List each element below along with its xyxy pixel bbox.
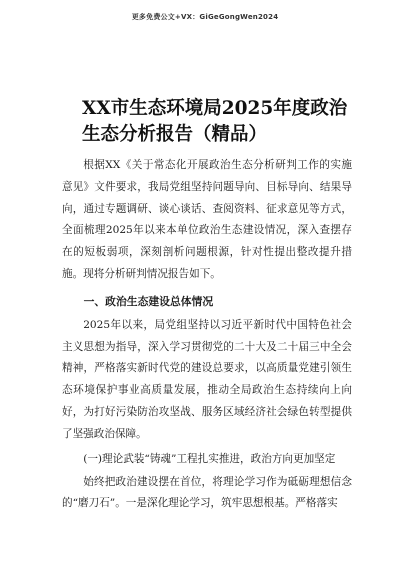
subsection-1-paragraph: 始终把政治建设摆在首位，将理论学习作为砥砺理想信念的“磨刀石”。一是深化理论学习，筑牢思想根基。严格落实: [62, 475, 352, 510]
document-body: [62, 155, 352, 515]
section-heading-1: 一、政治生态建设总体情况: [83, 294, 214, 308]
section-1-paragraph: 2025年以来，局党组坚持以习近平新时代中国特色社会主义思想为指导，深入学习贯彻党的二十大及二十届三中全会精神，严格落实新时代党的建设总要求，以高质量党建引领生态环境保护事业高质量发展，推动全局政治生态持续向上向好，为打好污染防治攻坚战、服务区域经济社会绿色转型提供了坚强政治保障。: [62, 318, 352, 440]
document-title: XX市生态环境局2025年度政治生态分析报告（精品）: [82, 98, 348, 145]
subsection-heading-1: (一)理论武装“铸魂”工程扎实推进，政治方向更加坚定: [83, 452, 336, 465]
header-watermark: 更多免费公文+VX：GiGeGongWen2024: [131, 13, 279, 21]
intro-paragraph: 根据XX《关于常态化开展政治生态分析研判工作的实施意见》文件要求，我局党组坚持问题导向、目标导向、结果导向，通过专题调研、谈心谈话、查阅资料、征求意见等方式，全面梳理2025年以来本单位政治生态建设情况，深入查摆存在的短板弱项，深刻剖析问题根源，针对性提出整改提升措施。现将分析研判情况报告如下。: [62, 159, 352, 280]
